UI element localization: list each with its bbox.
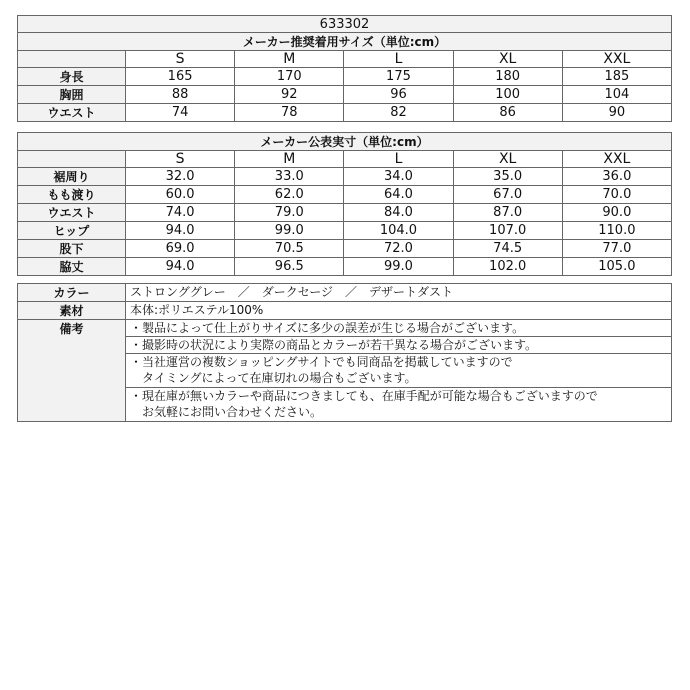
table-row [18,240,672,258]
table-cell: 110.0 [562,222,671,240]
table-cell: 64.0 [344,186,453,204]
table-cell: 100 [453,86,562,104]
size-header: M [235,51,344,68]
table-cell: 96.5 [235,258,344,276]
size-header: XL [453,51,562,68]
table-cell: 62.0 [235,186,344,204]
size-header: M [235,151,344,168]
table-row [18,86,672,104]
table-cell: 102.0 [453,258,562,276]
table-cell: 72.0 [344,240,453,258]
table-cell: 34.0 [344,168,453,186]
table-cell: 86 [453,104,562,122]
size-header: L [344,151,453,168]
row-label: 脇丈 [18,258,126,276]
row-label: 股下 [18,240,126,258]
material-value: 本体:ポリエステル100% [126,302,672,320]
table-cell: 70.0 [562,186,671,204]
product-details-table [17,283,672,422]
table-cell: 70.5 [235,240,344,258]
table-cell: 33.0 [235,168,344,186]
table-cell: 105.0 [562,258,671,276]
note-line: ・撮影時の状況により実際の商品とカラーが若干異なる場合がございます。 [130,338,538,352]
table-row [18,258,672,276]
row-label: 胸囲 [18,86,126,104]
table-cell: 74 [126,104,235,122]
table-cell: 82 [344,104,453,122]
table-cell: 67.0 [453,186,562,204]
table-cell: 107.0 [453,222,562,240]
table-cell: 170 [235,68,344,86]
table-cell: 69.0 [126,240,235,258]
corner-cell [18,151,126,168]
table-cell: 94.0 [126,258,235,276]
table-cell: 78 [235,104,344,122]
row-label: もも渡り [18,186,126,204]
table-cell: 185 [562,68,671,86]
row-label: ウエスト [18,104,126,122]
row-label: 身長 [18,68,126,86]
table-cell: 74.5 [453,240,562,258]
table-row [18,68,672,86]
table-cell: 77.0 [562,240,671,258]
table-cell: 74.0 [126,204,235,222]
table-cell: 165 [126,68,235,86]
note-line: お気軽にお問い合わせください。 [130,405,323,419]
color-label: カラー [18,284,126,302]
table-row [18,104,672,122]
table-cell: 88 [126,86,235,104]
recommended-size-title: メーカー推奨着用サイズ（単位:cm） [18,33,672,51]
product-code: 633302 [18,16,672,33]
actual-measurements-title: メーカー公表実寸（単位:cm） [18,133,672,151]
table-cell: 104.0 [344,222,453,240]
table-cell: 84.0 [344,204,453,222]
actual-measurements-table [17,132,672,276]
table-cell: 104 [562,86,671,104]
size-header: S [126,51,235,68]
table-cell: 32.0 [126,168,235,186]
table-row [18,302,672,320]
note-line: ・当社運営の複数ショッピングサイトでも同商品を掲載していますので [130,355,513,369]
note-item [126,337,672,354]
size-header: XL [453,151,562,168]
table-cell: 96 [344,86,453,104]
note-item [126,354,672,388]
note-item [126,320,672,337]
table-cell: 180 [453,68,562,86]
note-line: ・製品によって仕上がりサイズに多少の誤差が生じる場合がございます。 [130,321,525,335]
table-row [18,186,672,204]
row-label: ウエスト [18,204,126,222]
row-label: 裾周り [18,168,126,186]
table-cell: 90.0 [562,204,671,222]
table-cell: 79.0 [235,204,344,222]
size-header: XXL [562,151,671,168]
color-value: ストロンググレー ／ ダークセージ ／ デザートダスト [126,284,672,302]
table-cell: 35.0 [453,168,562,186]
table-cell: 36.0 [562,168,671,186]
table-row [18,204,672,222]
table-cell: 60.0 [126,186,235,204]
row-label: ヒップ [18,222,126,240]
table-row [18,284,672,302]
table-cell: 99.0 [344,258,453,276]
table-cell: 94.0 [126,222,235,240]
table-row [18,168,672,186]
corner-cell [18,51,126,68]
note-line: ・現在庫が無いカラーや商品につきましても、在庫手配が可能な場合もございますので [130,389,598,403]
note-item [126,388,672,422]
table-cell: 92 [235,86,344,104]
notes-label: 備考 [18,320,126,422]
note-line: タイミングによって在庫切れの場合もございます。 [130,371,417,385]
material-label: 素材 [18,302,126,320]
table-row [18,222,672,240]
size-header: S [126,151,235,168]
size-header: XXL [562,51,671,68]
table-cell: 99.0 [235,222,344,240]
table-cell: 175 [344,68,453,86]
recommended-size-table [17,15,672,122]
table-cell: 87.0 [453,204,562,222]
table-row [18,320,672,337]
table-cell: 90 [562,104,671,122]
size-header: L [344,51,453,68]
